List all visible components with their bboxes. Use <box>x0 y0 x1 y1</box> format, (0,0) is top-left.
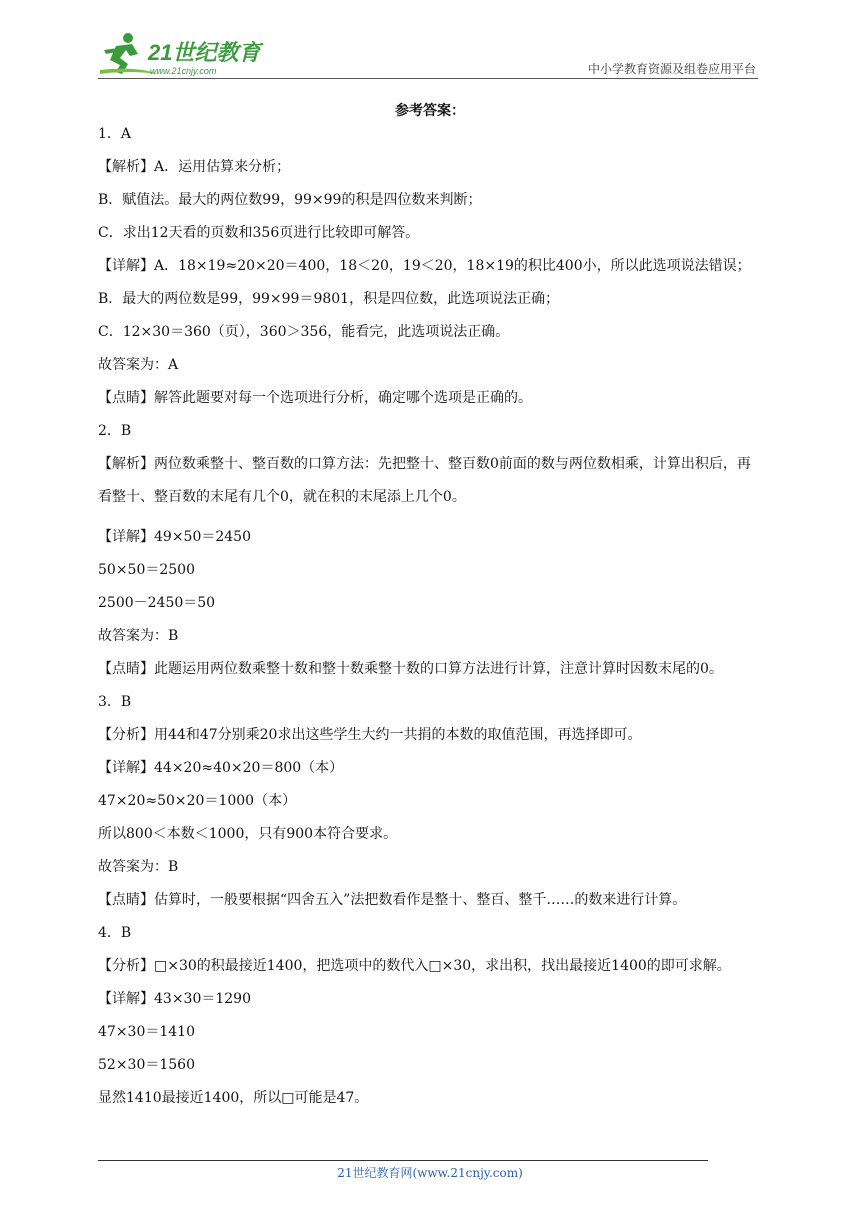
answer-line: 【详解】49×50＝2450 <box>98 529 251 545</box>
answer-line: 3．B <box>98 694 132 710</box>
answer-line: B．最大的两位数是99，99×99＝9801，积是四位数，此选项说法正确； <box>98 291 560 307</box>
header-divider <box>98 78 758 79</box>
answer-line: 【详解】43×30＝1290 <box>98 991 251 1007</box>
answer-line: 故答案为：B <box>98 859 179 875</box>
answer-line: C．求出12天看的页数和356页进行比较即可解答。 <box>98 225 420 241</box>
answer-line: 【点睛】此题运用两位数乘整十数和整十数乘整十数的口算方法进行计算，注意计算时因数末尾的0。 <box>98 661 723 677</box>
answer-line: 1．A <box>98 126 132 142</box>
answer-line: 52×30＝1560 <box>98 1057 195 1073</box>
answer-line: 故答案为：A <box>98 357 179 373</box>
footer-link[interactable]: 21世纪教育网(www.21cnjy.com) <box>337 1166 523 1180</box>
answer-line: 【分析】□×30的积最接近1400，把选项中的数代入□×30，求出积，找出最接近1400的即可求解。 <box>98 958 731 974</box>
answer-line: B．赋值法。最大的两位数99，99×99的积是四位数来判断； <box>98 192 482 208</box>
answer-line: 47×30＝1410 <box>98 1024 195 1040</box>
footer-divider <box>98 1160 708 1161</box>
page-title: 参考答案： <box>395 103 465 119</box>
answer-line: 4．B <box>98 925 132 941</box>
answer-line: 2500－2450＝50 <box>98 595 216 611</box>
answer-line: 【点睛】估算时，一般要根据“四舍五入”法把数看作是整十、整百、整千……的数来进行计算。 <box>98 892 687 908</box>
logo-url: www.21cnjy.com <box>150 66 217 76</box>
page-header <box>98 30 756 80</box>
answer-content <box>98 124 762 1121</box>
answer-line: 【分析】用44和47分别乘20求出这些学生大约一共捐的本数的取值范围，再选择即可。 <box>98 727 642 743</box>
answer-line: 2．B <box>98 423 132 439</box>
platform-name: 中小学教育资源及组卷应用平台 <box>587 62 756 76</box>
answer-line: 【详解】A．18×19≈20×20＝400，18＜20，19＜20，18×19的积比400小，所以此选项说法错误； <box>98 258 751 274</box>
answer-line: 【解析】两位数乘整十、整百数的口算方法：先把整十、整百数0前面的数与两位数相乘，计算出积后，再看整十、整百数的末尾有几个0，就在积的末尾添上几个0。 <box>98 456 751 505</box>
answer-line: C．12×30＝360（页），360＞356，能看完，此选项说法正确。 <box>98 324 510 340</box>
logo-text: 21世纪教育 <box>148 40 261 65</box>
answer-line: 50×50＝2500 <box>98 562 195 578</box>
answer-line: 【详解】44×20≈40×20＝800（本） <box>98 760 344 776</box>
logo <box>98 30 298 80</box>
answer-line: 【点睛】解答此题要对每一个选项进行分析，确定哪个选项是正确的。 <box>98 390 532 406</box>
answer-line: 故答案为：B <box>98 628 179 644</box>
answer-line: 47×20≈50×20＝1000（本） <box>98 793 297 809</box>
answer-line: 所以800＜本数＜1000，只有900本符合要求。 <box>98 826 398 842</box>
answer-line: 【解析】A．运用估算来分析； <box>98 159 291 175</box>
answer-line: 显然1410最接近1400，所以□可能是47。 <box>98 1090 369 1106</box>
